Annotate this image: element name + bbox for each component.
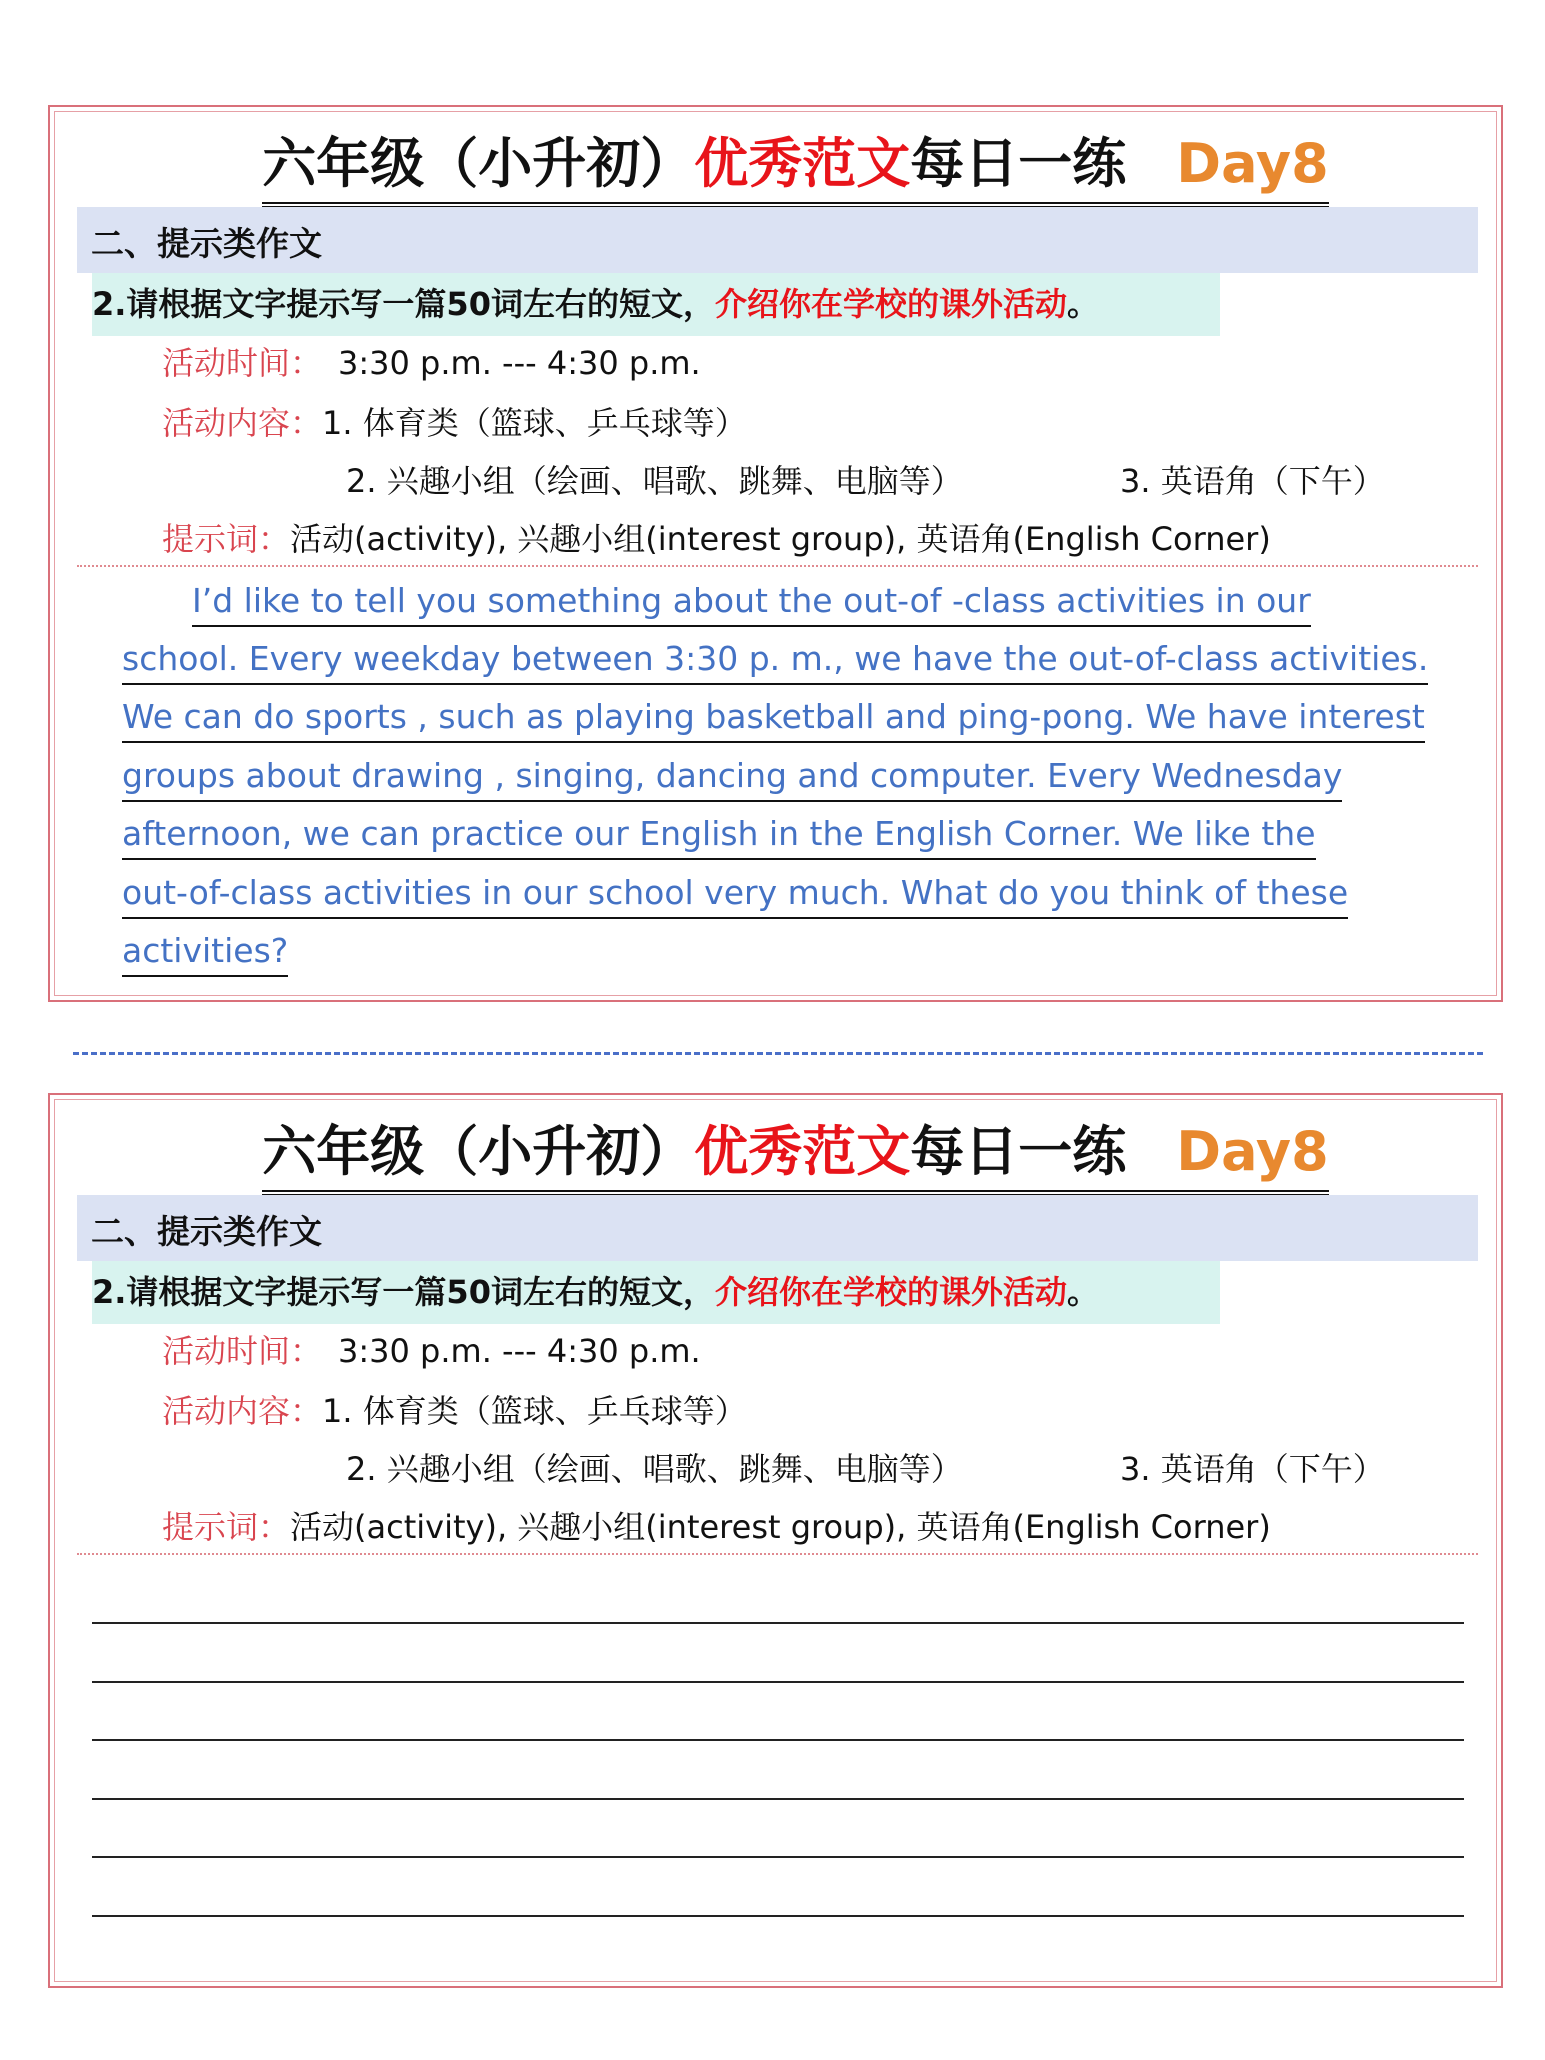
essay-line [122,931,288,977]
essay-line [122,756,1342,802]
question-highlight: 介绍你在学校的课外活动 [714,285,1067,323]
time-value: 3:30 p.m. --- 4:30 p.m. [338,344,701,382]
content-item-2: 2. 兴趣小组（绘画、唱歌、跳舞、电脑等） [346,462,963,500]
content-item-1: 1. 体育类（篮球、乒乓球等） [322,404,747,442]
title-daily: 每日一练 [910,1120,1127,1183]
essay-text: afternoon, we can practice our English in the English Corner. We like the [122,814,1316,860]
content-item-2: 2. 兴趣小组（绘画、唱歌、跳舞、电脑等） [346,1450,963,1488]
time-row [162,343,701,383]
hints-value: 活动(activity), 兴趣小组(interest group), 英语角(English Corner) [290,520,1271,558]
model-essay-card [48,105,1503,1002]
content-label: 活动内容： [162,404,323,442]
essay-text: out-of-class activities in our school very much. What do you think of these [122,873,1348,919]
title-grade: 六年级（小升初） [262,132,695,195]
content-item-1: 1. 体育类（篮球、乒乓球等） [322,1392,747,1430]
content-row [162,1391,747,1431]
time-value: 3:30 p.m. --- 4:30 p.m. [338,1332,701,1370]
essay-line [122,814,1316,860]
divider [77,1553,1478,1555]
title-daily: 每日一练 [910,132,1127,195]
question-text: 2.请根据文字提示写一篇50词左右的短文， [92,1273,715,1311]
essay-line [192,581,1311,627]
essay-line [122,697,1425,743]
hints-label: 提示词： [162,520,291,558]
essay-text: activities? [122,931,288,977]
page-title [50,1109,1501,1196]
hints-value: 活动(activity), 兴趣小组(interest group), 英语角(English Corner) [290,1508,1271,1546]
essay-text: We can do sports , such as playing basketball and ping-pong. We have interest [122,697,1425,743]
question-prompt [92,1261,1220,1324]
writing-line[interactable] [92,1915,1464,1917]
writing-line[interactable] [92,1739,1464,1741]
essay-text: school. Every weekday between 3:30 p. m., we have the out-of-class activities. [122,639,1428,685]
question-prompt [92,273,1220,336]
section-heading: 二、提示类作文 [77,207,1478,273]
content-item-3: 3. 英语角（下午） [1120,1450,1385,1488]
practice-card [48,1093,1503,1988]
writing-line[interactable] [92,1798,1464,1800]
time-row [162,1331,701,1371]
question-end: 。 [1066,1273,1099,1311]
time-label: 活动时间： [162,1332,323,1370]
question-highlight: 介绍你在学校的课外活动 [714,1273,1067,1311]
writing-line[interactable] [92,1856,1464,1858]
essay-line [122,873,1348,919]
question-text: 2.请根据文字提示写一篇50词左右的短文， [92,285,715,323]
writing-line[interactable] [92,1681,1464,1683]
content-row [162,403,747,443]
title-day: Day8 [1176,132,1329,195]
content-item-3: 3. 英语角（下午） [1120,462,1385,500]
time-label: 活动时间： [162,344,323,382]
title-grade: 六年级（小升初） [262,1120,695,1183]
section-heading: 二、提示类作文 [77,1195,1478,1261]
cut-line [73,1052,1483,1055]
title-highlight: 优秀范文 [694,132,911,195]
divider [77,565,1478,567]
content-label: 活动内容： [162,1392,323,1430]
hints-row [162,1507,1271,1547]
title-day: Day8 [1176,1120,1329,1183]
hints-row [162,519,1271,559]
essay-text: I’d like to tell you something about the out-of -class activities in our [192,581,1311,627]
question-end: 。 [1066,285,1099,323]
essay-line [122,639,1428,685]
writing-line[interactable] [92,1622,1464,1624]
title-highlight: 优秀范文 [694,1120,911,1183]
page-title [50,121,1501,208]
essay-text: groups about drawing , singing, dancing and computer. Every Wednesday [122,756,1342,802]
hints-label: 提示词： [162,1508,291,1546]
